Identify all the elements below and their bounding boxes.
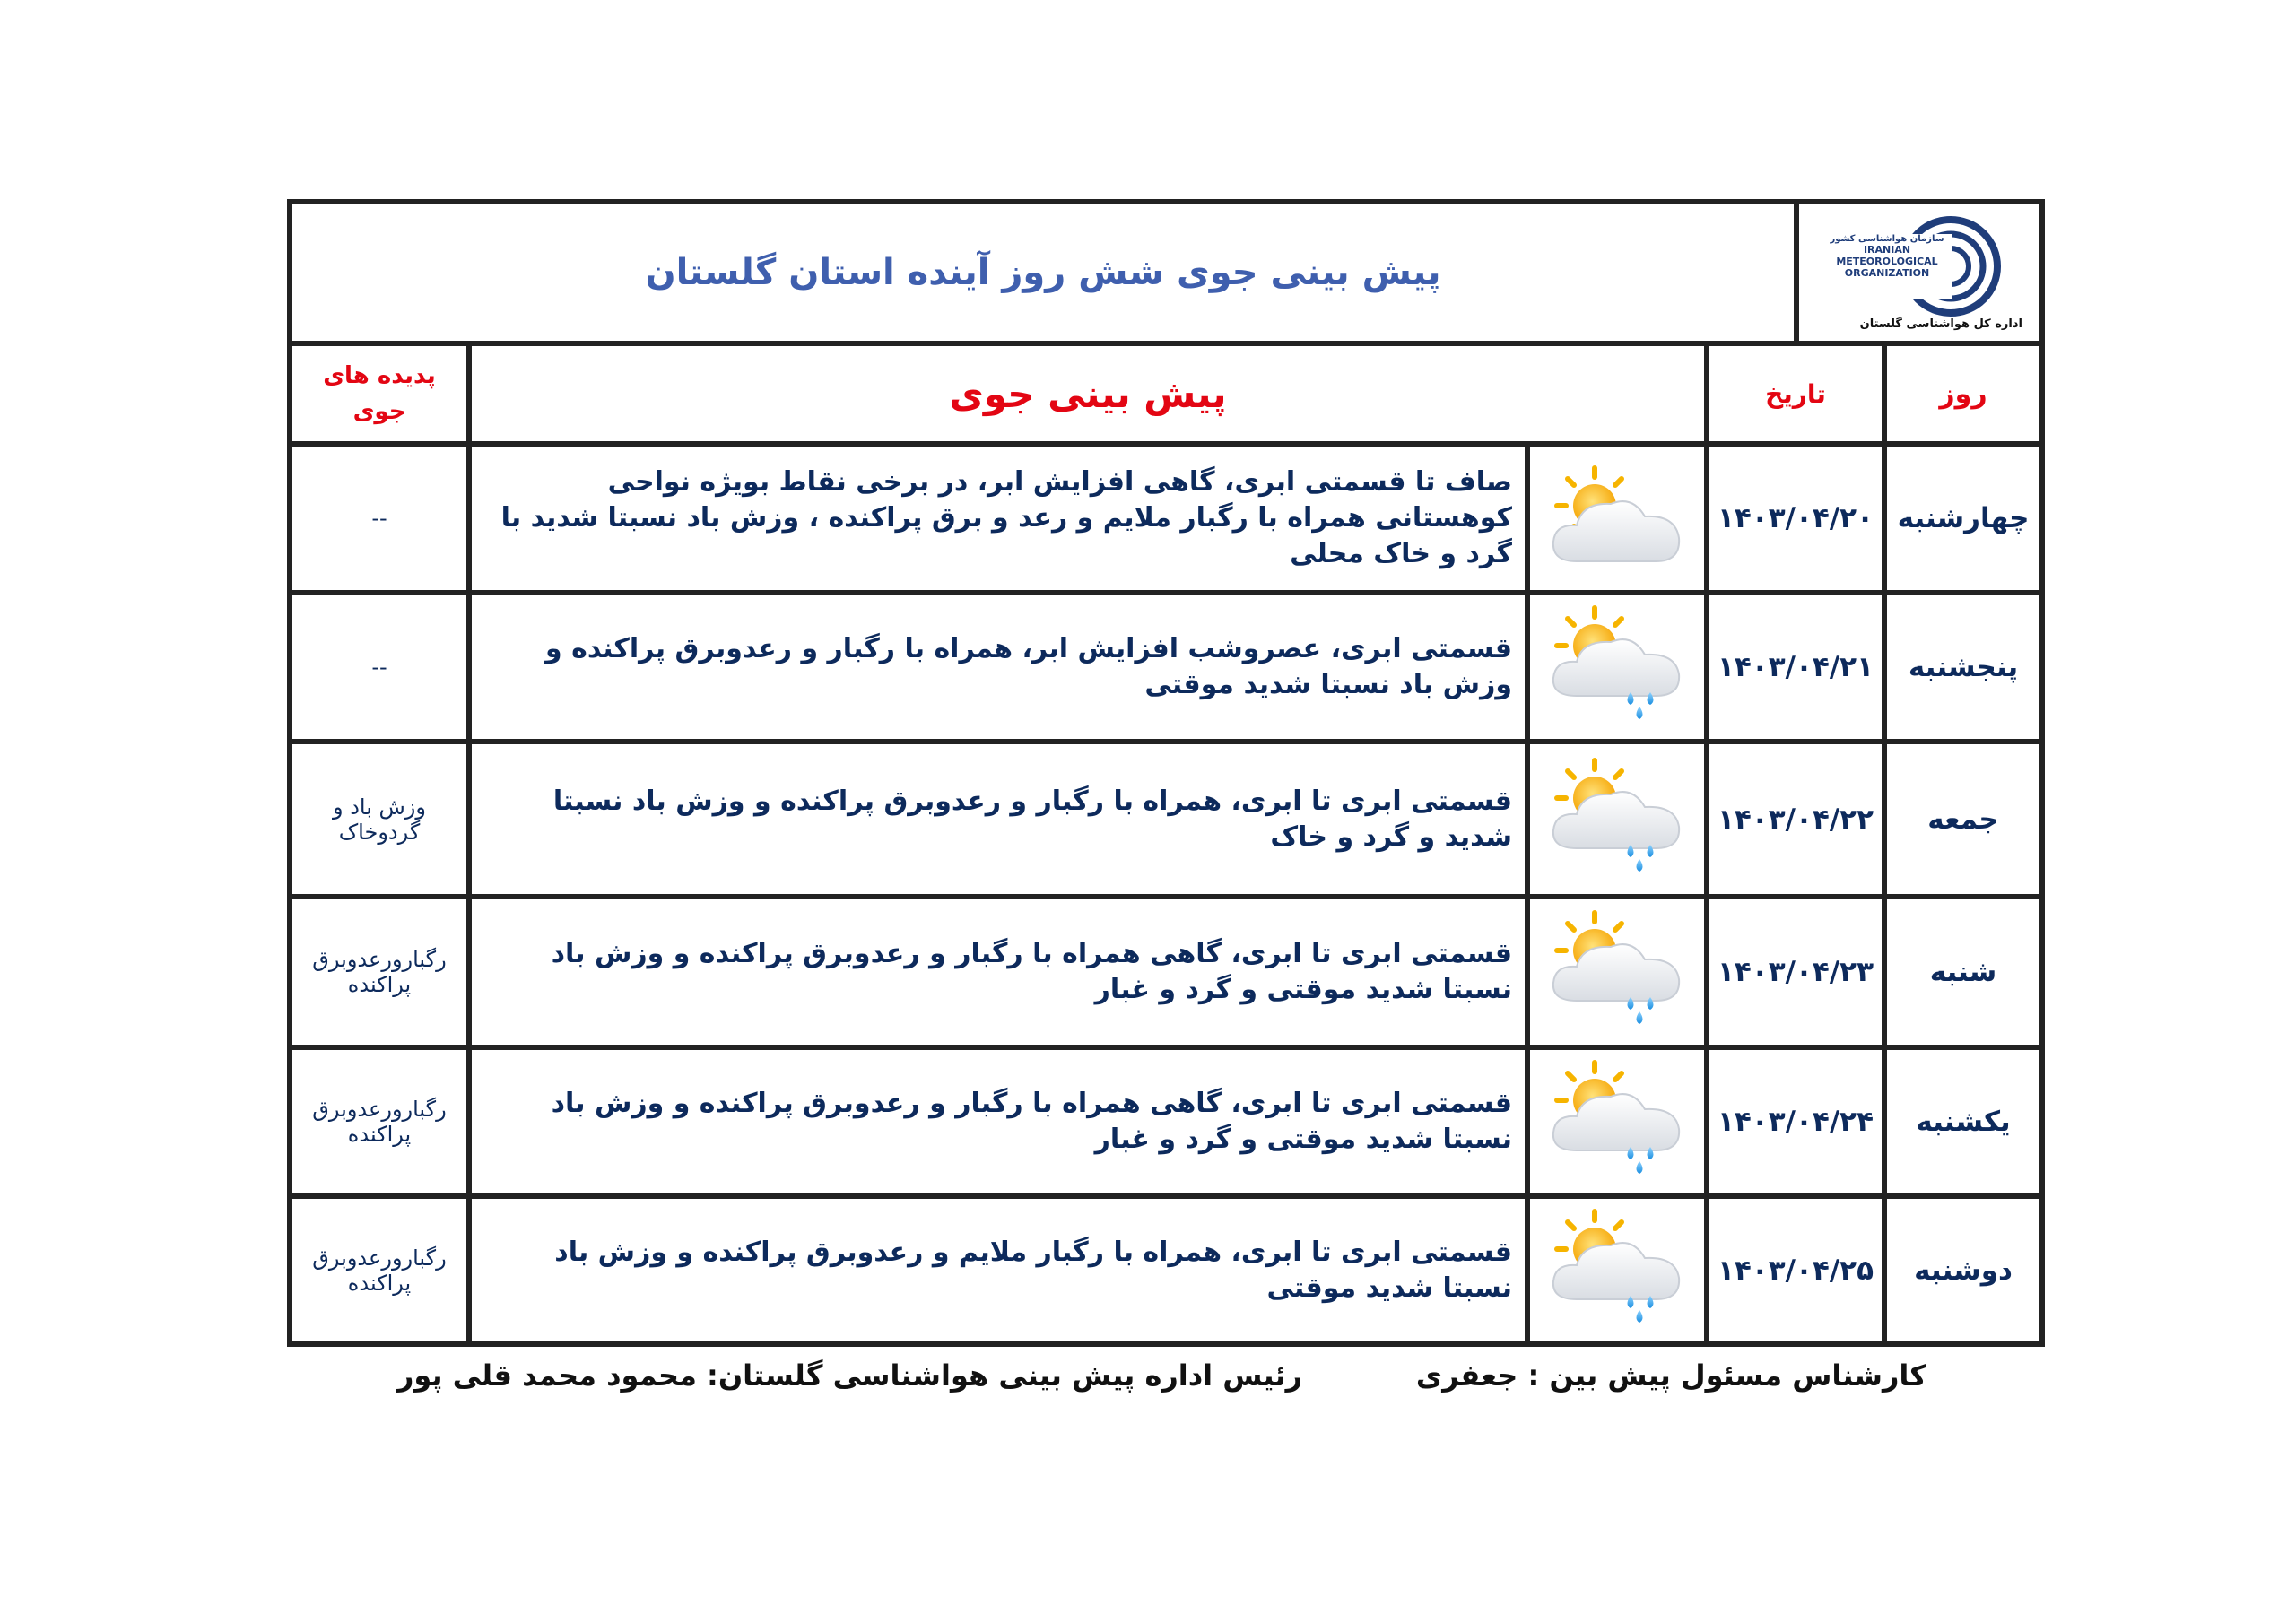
phenomena-cell xyxy=(290,1196,469,1344)
phenomena-text: رگبارورعدوبرق پراکنده xyxy=(312,1245,447,1296)
forecast-description-cell xyxy=(469,1196,1527,1344)
date-header: تاریخ xyxy=(1765,378,1826,409)
forecast-description: قسمتی ابری تا ابری، گاهی همراه با رگبار و رعدوبرق پراکنده و وزش باد نسبتا شدید موقتی و گرد و غبار xyxy=(551,1088,1512,1155)
phenomena-cell xyxy=(290,1047,469,1196)
weather-icon-cell xyxy=(1527,1196,1707,1344)
date-value: ۱۴۰۳/۰۴/۲۳ xyxy=(1718,956,1874,988)
weather-icon-cell xyxy=(1527,444,1707,593)
date-cell xyxy=(1707,897,1884,1047)
weather-icon-cell xyxy=(1527,742,1707,897)
phenomena-text: رگبارورعدوبرق پراکنده xyxy=(312,1097,447,1147)
date-cell xyxy=(1707,444,1884,593)
date-cell xyxy=(1707,1047,1884,1196)
day-cell xyxy=(1884,897,2042,1047)
sun-cloud-rain-icon xyxy=(1541,907,1693,1037)
day-name: یکشنبه xyxy=(1916,1106,2011,1138)
logo-caption: اداره کل هواشناسی گلستان xyxy=(1859,317,2022,331)
phenomena-text: -- xyxy=(371,506,387,531)
date-value: ۱۴۰۳/۰۴/۲۱ xyxy=(1718,651,1874,683)
forecast-description: قسمتی ابری تا ابری، همراه با رگبار و رعدوبرق پراکنده و وزش باد نسبتا شدید و گرد و خاک xyxy=(552,785,1512,853)
weather-icon-cell xyxy=(1527,1047,1707,1196)
sun-cloud-rain-icon xyxy=(1541,1206,1693,1335)
day-cell xyxy=(1884,593,2042,742)
day-cell xyxy=(1884,1047,2042,1196)
logo-text-organization: ORGANIZATION xyxy=(1844,267,1930,279)
logo-text-persian: سازمان هواشناسی کشور xyxy=(1830,234,1944,244)
forecast-description: قسمتی ابری تا ابری، گاهی همراه با رگبار و رعدوبرق پراکنده و وزش باد نسبتا شدید موقتی و گرد و غبار xyxy=(551,938,1512,1005)
forecast-sheet xyxy=(287,199,2045,1347)
day-name: پنجشنبه xyxy=(1908,651,2019,683)
date-value: ۱۴۰۳/۰۴/۲۵ xyxy=(1718,1254,1874,1287)
day-header: روز xyxy=(1939,378,1987,410)
date-value: ۱۴۰۳/۰۴/۲۲ xyxy=(1718,803,1874,836)
phenomena-cell xyxy=(290,593,469,742)
logo-text-meteorological: METEOROLOGICAL xyxy=(1836,256,1938,267)
day-name: جمعه xyxy=(1927,803,1999,836)
sun-cloud-rain-icon xyxy=(1541,1057,1693,1186)
phenomena-text: وزش باد و گردوخاک xyxy=(332,794,426,845)
sun-cloud-rain-icon xyxy=(1541,755,1693,884)
forecast-description: قسمتی ابری تا ابری، همراه با رگبار ملایم و رعدوبرق پراکنده و وزش باد نسبتا شدید موقتی xyxy=(554,1236,1512,1304)
weather-icon-cell xyxy=(1527,593,1707,742)
logo-cell xyxy=(1796,202,2042,343)
logo-text-iranian: IRANIAN xyxy=(1863,244,1911,256)
sun-cloud-rain-icon xyxy=(1541,603,1693,732)
page-title-cell xyxy=(290,202,1796,343)
phenomena-text: -- xyxy=(371,655,387,680)
phenomena-header-cell xyxy=(290,343,469,444)
day-header-cell xyxy=(1884,343,2042,444)
head-signature: رئیس اداره پیش بینی هواشناسی گلستان: محمود محمد قلی پور xyxy=(396,1358,1302,1393)
date-cell xyxy=(1707,593,1884,742)
date-value: ۱۴۰۳/۰۴/۲۴ xyxy=(1718,1106,1874,1138)
forecast-description-cell xyxy=(469,1047,1527,1196)
forecast-header: پیش بینی جوی xyxy=(949,371,1227,416)
day-name: چهارشنبه xyxy=(1897,502,2030,534)
forecast-description-cell xyxy=(469,742,1527,897)
forecast-description-cell xyxy=(469,444,1527,593)
weather-icon-cell xyxy=(1527,897,1707,1047)
sun-cloud-icon xyxy=(1541,463,1693,574)
day-name: شنبه xyxy=(1929,956,1997,988)
day-cell xyxy=(1884,742,2042,897)
phenomena-header-line1: پدیده های xyxy=(323,362,436,389)
phenomena-cell xyxy=(290,444,469,593)
date-value: ۱۴۰۳/۰۴/۲۰ xyxy=(1718,502,1874,534)
phenomena-cell xyxy=(290,897,469,1047)
date-cell xyxy=(1707,742,1884,897)
date-cell xyxy=(1707,1196,1884,1344)
day-name: دوشنبه xyxy=(1914,1254,2013,1287)
forecast-header-cell xyxy=(469,343,1707,444)
forecast-description: قسمتی ابری، عصروشب افزایش ابر، همراه با رگبار و رعدوبرق پراکنده و وزش باد نسبتا شدید موقتی xyxy=(545,633,1512,700)
forecast-description-cell xyxy=(469,593,1527,742)
phenomena-cell xyxy=(290,742,469,897)
organization-logo xyxy=(1816,214,2022,331)
page-title: پیش بینی جوی شش روز آینده استان گلستان xyxy=(645,252,1441,293)
date-header-cell xyxy=(1707,343,1884,444)
forecaster-signature: کارشناس مسئول پیش بین : جعفری xyxy=(1415,1358,1926,1393)
forecast-description-cell xyxy=(469,897,1527,1047)
day-cell xyxy=(1884,444,2042,593)
forecast-description: صاف تا قسمتی ابری، گاهی افزایش ابر، در برخی نقاط بویژه نواحی کوهستانی همراه با رگبار ملایم و رعد و برق پراکنده ، وزش باد نسبتا شدید با گرد و خاک محلی xyxy=(500,466,1512,569)
phenomena-header-line2: جوی xyxy=(352,398,406,425)
phenomena-text: رگبارورعدوبرق پراکنده xyxy=(312,947,447,997)
day-cell xyxy=(1884,1196,2042,1344)
